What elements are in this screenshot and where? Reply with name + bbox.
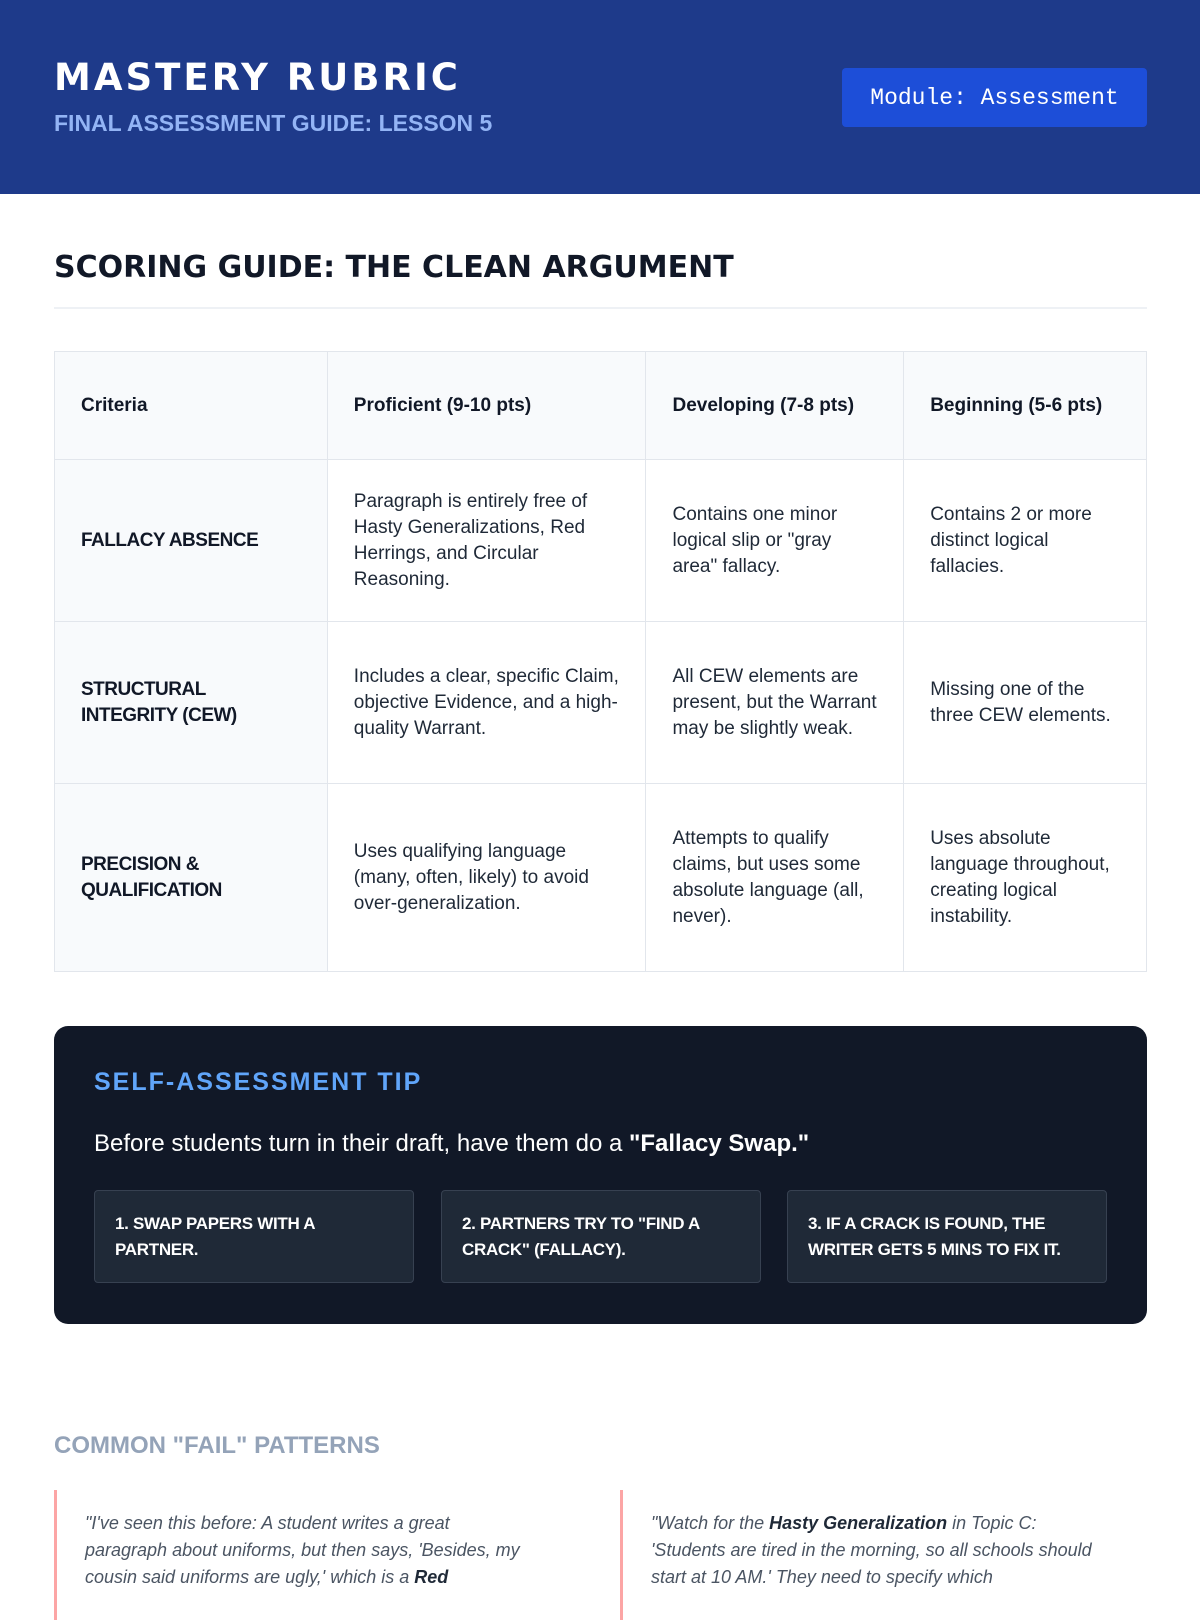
column-header-criteria: Criteria [55,352,328,460]
developing-cell: Contains one minor logical slip or "gray area" fallacy. [646,460,904,622]
tip-intro-text: Before students turn in their draft, have them do a [94,1130,629,1157]
section-divider [54,307,1147,309]
tip-step-3: 3. IF A CRACK IS FOUND, THE WRITER GETS 5 MINS TO FIX IT. [787,1190,1107,1283]
tip-step-2: 2. PARTNERS TRY TO "FIND A CRACK" (FALLACY). [441,1190,761,1283]
criteria-cell: FALLACY ABSENCE [55,460,328,622]
column-header-beginning: Beginning (5-6 pts) [904,352,1147,460]
quote-1-text: "I've seen this before: A student writes a great paragraph about uniforms, but then says, 'Besides, my cousin said uniforms are ugly,' which is a [85,1513,520,1587]
scoring-guide-title: SCORING GUIDE: THE CLEAN ARGUMENT [54,250,734,285]
page-title: MASTERY RUBRIC [54,56,461,99]
tip-step-1: 1. SWAP PAPERS WITH A PARTNER. [94,1190,414,1283]
fail-pattern-quote-1 [54,1490,534,1620]
table-row [55,784,1147,972]
criteria-cell: PRECISION & QUALIFICATION [55,784,328,972]
tip-intro-emphasis: "Fallacy Swap." [628,1130,810,1157]
rubric-table [54,351,1147,972]
beginning-cell: Contains 2 or more distinct logical fallacies. [904,460,1147,622]
fail-patterns-heading: COMMON "FAIL" PATTERNS [54,1432,380,1459]
self-assessment-tip-box [54,1026,1147,1324]
table-row [55,460,1147,622]
page-subtitle: FINAL ASSESSMENT GUIDE: LESSON 5 [54,110,493,136]
quote-2-text-after: in Topic C: 'Students are tired in the morning, so all schools should start at 10 AM.' They need to specify which [651,1513,1092,1587]
criteria-cell: STRUCTURAL INTEGRITY (CEW) [55,622,328,784]
quote-1-emphasis: Red [414,1567,449,1587]
table-row [55,622,1147,784]
tip-intro [94,1130,809,1158]
tip-heading: SELF-ASSESSMENT TIP [94,1068,423,1096]
table-header-row [55,352,1147,460]
beginning-cell: Uses absolute language throughout, creating logical instability. [904,784,1147,972]
page-header [0,0,1200,194]
beginning-cell: Missing one of the three CEW elements. [904,622,1147,784]
fail-pattern-quote-2 [620,1490,1100,1620]
column-header-proficient: Proficient (9-10 pts) [327,352,646,460]
proficient-cell: Paragraph is entirely free of Hasty Generalizations, Red Herrings, and Circular Reasoning. [327,460,646,622]
module-badge: Module: Assessment [842,68,1147,127]
developing-cell: Attempts to qualify claims, but uses some absolute language (all, never). [646,784,904,972]
column-header-developing: Developing (7-8 pts) [646,352,904,460]
proficient-cell: Uses qualifying language (many, often, likely) to avoid over-generalization. [327,784,646,972]
quote-2-emphasis: Hasty Generalization [769,1513,948,1533]
proficient-cell: Includes a clear, specific Claim, objective Evidence, and a high-quality Warrant. [327,622,646,784]
developing-cell: All CEW elements are present, but the Warrant may be slightly weak. [646,622,904,784]
quote-2-text-before: "Watch for the [651,1513,770,1533]
